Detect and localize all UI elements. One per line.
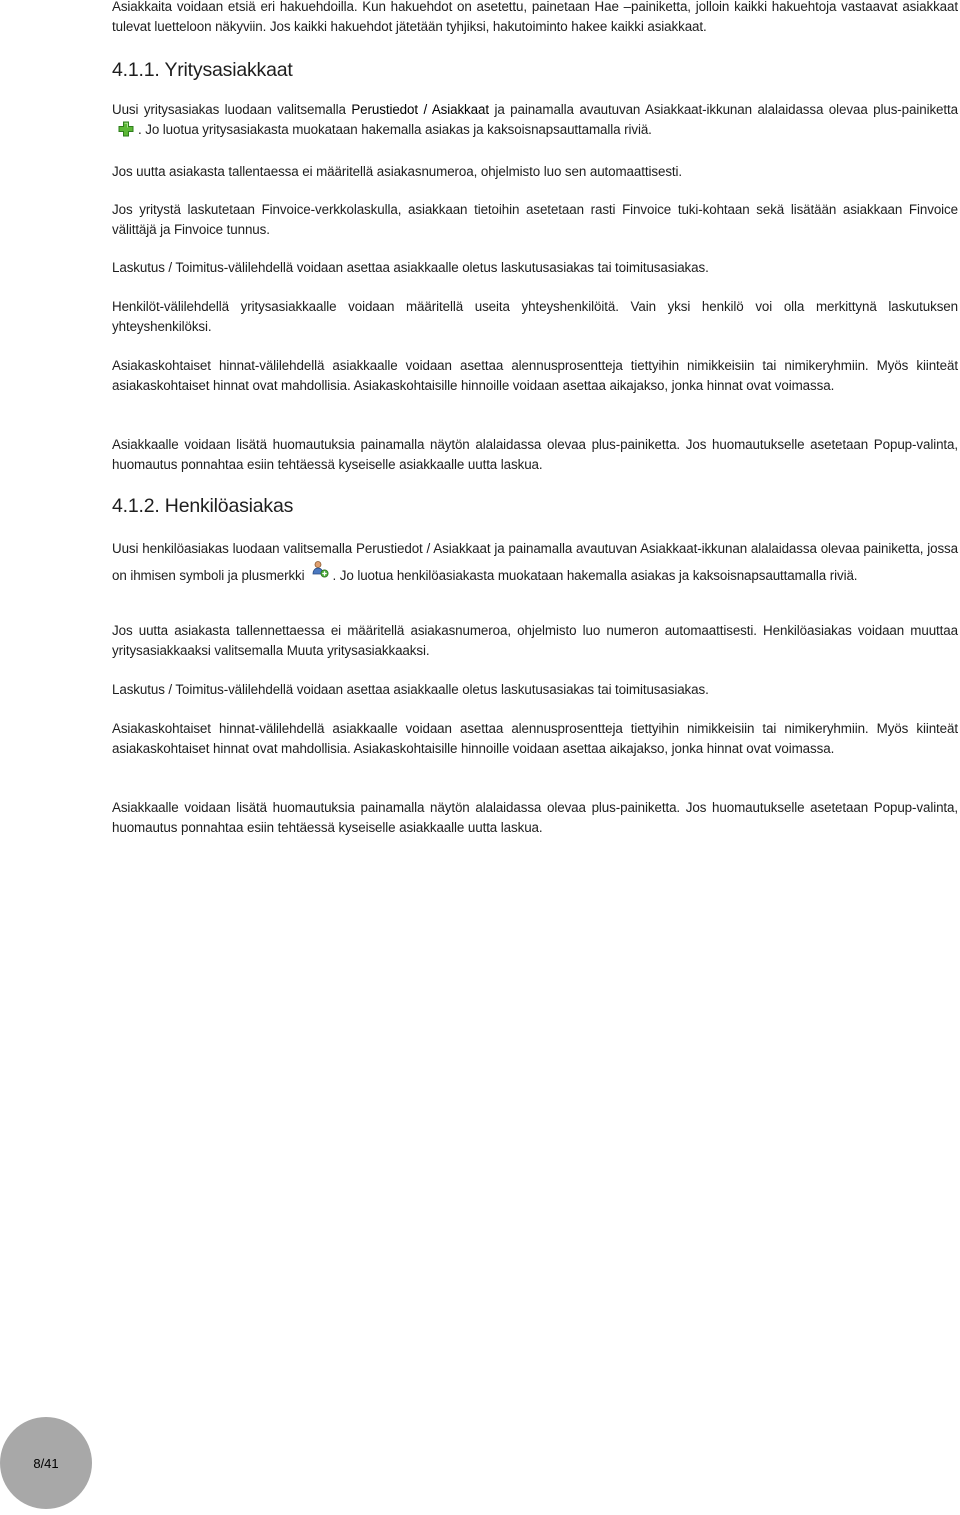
yritys-paragraph-7: Asiakkaalle voidaan lisätä huomautuksia painamalla näytön alalaidassa olevaa plus-painiketta. Jos huomautukselle asetetaan Popup-valinta, huomautus ponnahtaa esiin tehtäessä kyseiselle asiakkaalle uutta laskua. <box>112 437 958 472</box>
yritys-p1-text-c: . Jo luotua yritysasiakasta muokataan hakemalla asiakas ja kaksoisnapsauttamalla riviä. <box>138 122 652 137</box>
section-heading-henkiloasiakas: 4.1.2. Henkilöasiakas <box>112 495 294 517</box>
menu-separator: / <box>417 102 432 117</box>
yritys-paragraph-3: Jos yritystä laskutetaan Finvoice-verkkolaskulla, asiakkaan tietoihin asetetaan rasti Finvoice tuki-kohtaan sekä lisätään asiakkaan Finvoice välittäjä ja Finvoice tunnus. <box>112 202 958 237</box>
henkilo-p1-text-a: Uusi henkilöasiakas luodaan valitsemalla Perustiedot / Asiakkaat ja painamalla avautuvan Asiakkaat-ikkunan alalaidassa olevaa painiketta, jossa on ihmisen symboli ja plusmerkki <box>112 541 958 583</box>
menu-asiakkaat: Asiakkaat <box>431 102 489 117</box>
yritys-paragraph-2: Jos uutta asiakasta tallentaessa ei määritellä asiakasnumeroa, ohjelmisto luo sen automaattisesti. <box>112 164 683 179</box>
yritys-paragraph-5: Henkilöt-välilehdellä yritysasiakkaalle voidaan määritellä useita yhteyshenkilöitä. Vain yksi henkilö voi olla merkittynä laskutuksen yhteyshenkilöksi. <box>112 299 958 334</box>
green-plus-icon <box>118 121 134 143</box>
henkilo-paragraph-2: Jos uutta asiakasta tallennettaessa ei määritellä asiakasnumeroa, ohjelmisto luo numeron automaattisesti. Henkilöasiakas voidaan muuttaa yritysasiakkaaksi valitsemalla Muuta yritysasiakkaaksi. <box>112 623 958 658</box>
henkilo-paragraph-1 <box>112 538 958 587</box>
intro-paragraph: Asiakkaita voidaan etsiä eri hakuehdoilla. Kun hakuehdot on asetettu, painetaan Hae –painiketta, jolloin kaikki hakuehtoja vastaavat asiakkaat tulevat luetteloon näkyviin. Jos kaikki hakuehdot jätetään tyhjiksi, hakutoiminto hakee kaikki asiakkaat. <box>112 0 958 34</box>
yritys-paragraph-4: Laskutus / Toimitus-välilehdellä voidaan asettaa asiakkaalle oletus laskutusasiakas tai toimitusasiakas. <box>112 260 709 275</box>
yritys-p1-text-a: Uusi yritysasiakas luodaan valitsemalla <box>112 102 352 117</box>
henkilo-paragraph-4: Asiakaskohtaiset hinnat-välilehdellä asiakkaalle voidaan asettaa alennusprosentteja tiettyihin nimikkeisiin tai nimikeryhmiin. Myös kiinteät asiakaskohtaiset hinnat ovat mahdollisia. Asiakaskohtaisille hinnoille voidaan asettaa aikajakso, jonka hinnat ovat voimassa. <box>112 721 958 756</box>
henkilo-paragraph-3: Laskutus / Toimitus-välilehdellä voidaan asettaa asiakkaalle oletus laskutusasiakas tai toimitusasiakas. <box>112 682 709 697</box>
page-number: 8/41 <box>33 1456 59 1471</box>
add-person-icon <box>311 560 329 585</box>
yritys-paragraph-1 <box>112 100 958 143</box>
section-heading-yritysasiakkaat: 4.1.1. Yritysasiakkaat <box>112 59 293 81</box>
yritys-p1-text-b: ja painamalla avautuvan Asiakkaat-ikkunan alalaidassa olevaa plus-painiketta <box>488 102 958 117</box>
yritys-paragraph-6: Asiakaskohtaiset hinnat-välilehdellä asiakkaalle voidaan asettaa alennusprosentteja tiettyihin nimikkeisiin tai nimikeryhmiin. Myös kiinteät asiakaskohtaiset hinnat ovat mahdollisia. Asiakaskohtaisille hinnoille voidaan asettaa aikajakso, jonka hinnat ovat voimassa. <box>112 358 958 393</box>
menu-perustiedot: Perustiedot <box>351 102 418 117</box>
henkilo-p1-text-b: . Jo luotua henkilöasiakasta muokataan hakemalla asiakas ja kaksoisnapsauttamalla riviä. <box>332 568 858 583</box>
henkilo-paragraph-5: Asiakkaalle voidaan lisätä huomautuksia painamalla näytön alalaidassa olevaa plus-painiketta. Jos huomautukselle asetetaan Popup-valinta, huomautus ponnahtaa esiin tehtäessä kyseiselle asiakkaalle uutta laskua. <box>112 800 958 835</box>
